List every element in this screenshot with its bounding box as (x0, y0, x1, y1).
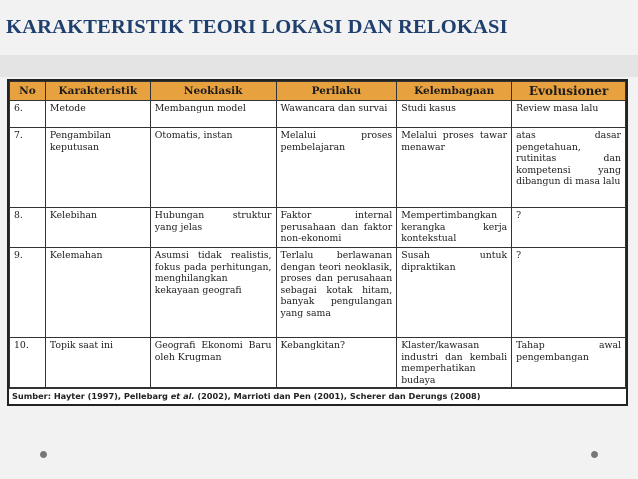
header-evolusioner: Evolusioner (512, 82, 626, 101)
table-row (10, 248, 626, 338)
cell-no: 6. (10, 101, 46, 128)
cell-kelembagaan: Klaster/kawasan industri dan kembali memperhatikan budaya (397, 338, 512, 388)
slide-title: KARAKTERISTIK TEORI LOKASI DAN RELOKASI (6, 16, 508, 38)
cell-neoklasik: Geografi Ekonomi Baru oleh Krugman (150, 338, 276, 388)
cell-perilaku: Faktor internal perusahaan dan faktor non-ekonomi (276, 208, 397, 248)
cell-kelembagaan: Susah untuk dipraktikan (397, 248, 512, 338)
header-perilaku: Perilaku (276, 82, 397, 101)
cell-kelembagaan: Studi kasus (397, 101, 512, 128)
cell-karakteristik: Kelemahan (45, 248, 150, 338)
table-row (10, 128, 626, 208)
source-prefix: Sumber: Hayter (1997), Pellebarg (12, 391, 171, 401)
table-header-row (10, 82, 626, 101)
cell-no: 7. (10, 128, 46, 208)
table-row (10, 101, 626, 128)
cell-neoklasik: Hubungan struktur yang jelas (150, 208, 276, 248)
cell-perilaku: Wawancara dan survai (276, 101, 397, 128)
right-bullet-dot (591, 451, 598, 458)
source-suffix: (2002), Marrioti dan Pen (2001), Scherer dan Derungs (2008) (194, 391, 481, 401)
cell-no: 8. (10, 208, 46, 248)
header-kelembagaan: Kelembagaan (397, 82, 512, 101)
cell-karakteristik: Pengambilan keputusan (45, 128, 150, 208)
cell-no: 9. (10, 248, 46, 338)
table-row (10, 208, 626, 248)
header-no: No (10, 82, 46, 101)
header-karakteristik: Karakteristik (45, 82, 150, 101)
cell-neoklasik: Otomatis, instan (150, 128, 276, 208)
source-italic: et al. (170, 391, 195, 401)
cell-karakteristik: Topik saat ini (45, 338, 150, 388)
cell-evolusioner: ? (512, 208, 626, 248)
cell-perilaku: Terlalu berlawanan dengan teori neoklasik, proses dan perusahaan sebagai kotak hitam, banyak pengulangan yang sama (276, 248, 397, 338)
cell-karakteristik: Kelebihan (45, 208, 150, 248)
cell-perilaku: Kebangkitan? (276, 338, 397, 388)
cell-perilaku: Melalui proses pembelajaran (276, 128, 397, 208)
cell-kelembagaan: Mempertimbangkan kerangka kerja kontekstual (397, 208, 512, 248)
header-neoklasik: Neoklasik (150, 82, 276, 101)
cell-evolusioner: Review masa lalu (512, 101, 626, 128)
table-row (10, 338, 626, 388)
cell-evolusioner: ? (512, 248, 626, 338)
source-citation (9, 388, 626, 404)
cell-evolusioner: Tahap awal pengembangan (512, 338, 626, 388)
cell-neoklasik: Membangun model (150, 101, 276, 128)
title-band (0, 55, 638, 77)
left-bullet-dot (40, 451, 47, 458)
cell-kelembagaan: Melalui proses tawar menawar (397, 128, 512, 208)
cell-karakteristik: Metode (45, 101, 150, 128)
cell-neoklasik: Asumsi tidak realistis, fokus pada perhitungan, menghilangkan kekayaan geografi (150, 248, 276, 338)
cell-no: 10. (10, 338, 46, 388)
comparison-table (7, 79, 628, 406)
cell-evolusioner: atas dasar pengetahuan, rutinitas dan kompetensi yang dibangun di masa lalu (512, 128, 626, 208)
